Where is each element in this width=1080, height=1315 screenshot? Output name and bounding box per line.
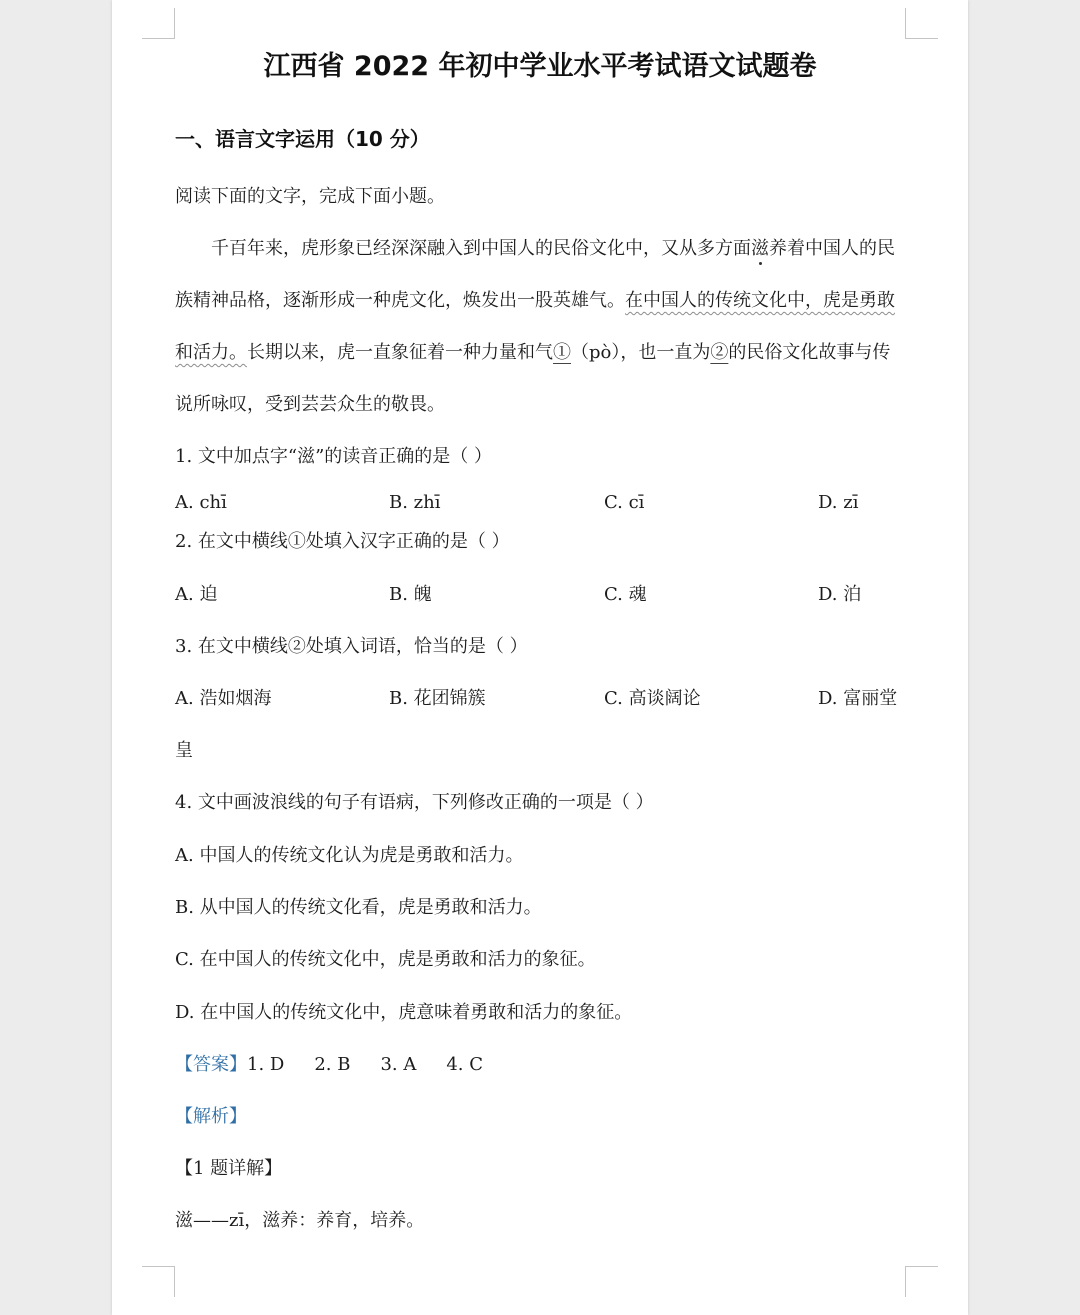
passage-text: 的民俗文化故事与传 [728,342,891,363]
passage-text: 长期以来，虎一直象征着一种力量和气 [247,342,553,363]
passage-text: 千百年来，虎形象已经深深融入到中国人的民俗文化中，又从多方面 [211,238,751,259]
question-4-stem: 4. 文中画波浪线的句子有语病，下列修改正确的一项是（ ） [175,792,654,813]
option-c: C. 高谈阔论 [604,688,701,709]
option-d: D. 富丽堂 [818,688,898,709]
question-2-stem: 2. 在文中横线①处填入汉字正确的是（ ） [175,531,510,552]
option-c: C. 在中国人的传统文化中，虎是勇敢和活力的象征。 [175,949,596,970]
blank-2: ② [710,342,729,363]
crop-mark-top-left [142,8,175,39]
document-page [112,0,968,1315]
option-b: B. 魄 [389,584,432,605]
answer-item: 1. D [247,1054,285,1075]
blank-1: ① [553,342,571,363]
option-b: B. zhī [389,492,441,513]
detail-text: 滋——zī，滋养：养育，培养。 [175,1210,425,1231]
answer-item: 3. A [380,1054,417,1075]
question-3-options [175,684,975,714]
option-d: D. 泊 [818,584,862,605]
analysis-label: 【解析】 [175,1106,247,1127]
option-b: B. 花团锦簇 [389,688,486,709]
answer-line [175,1050,513,1080]
answer-item: 4. C [446,1054,484,1075]
passage-line-3 [175,338,890,368]
passage-text: 养着中国人的民 [769,238,895,259]
option-a: A. 中国人的传统文化认为虎是勇敢和活力。 [175,845,524,866]
passage-line-4: 说所咏叹，受到芸芸众生的敬畏。 [175,394,445,415]
answer-item: 2. B [314,1054,351,1075]
option-a: A. 迫 [175,584,218,605]
crop-mark-bottom-left [142,1266,175,1297]
passage-text: 族精神品格，逐渐形成一种虎文化，焕发出一股英雄气。 [175,290,625,311]
dotted-character: 滋 [751,238,769,259]
passage-line-1 [211,234,895,264]
option-d: D. zī [818,492,859,513]
question-3-stem: 3. 在文中横线②处填入词语，恰当的是（ ） [175,636,528,657]
wavy-underlined-sentence: 和活力。 [175,342,247,363]
passage-text: （pò），也一直为 [571,342,711,363]
option-a: A. chī [175,492,227,513]
option-b: B. 从中国人的传统文化看，虎是勇敢和活力。 [175,897,542,918]
option-c: C. cī [604,492,645,513]
detail-heading: 【1 题详解】 [175,1158,283,1179]
crop-mark-bottom-right [905,1266,938,1297]
document-title: 江西省 2022 年初中学业水平考试语文试题卷 [263,51,817,82]
instruction-text: 阅读下面的文字，完成下面小题。 [175,186,445,207]
option-c: C. 魂 [604,584,647,605]
passage-line-2 [175,286,895,316]
question-2-options [175,580,975,610]
section-heading: 一、语言文字运用（10 分） [175,127,430,151]
question-1-options [175,488,975,518]
option-d: D. 在中国人的传统文化中，虎意味着勇敢和活力的象征。 [175,1002,633,1023]
crop-mark-top-right [905,8,938,39]
option-d-wrap: 皇 [175,740,193,761]
question-1-stem: 1. 文中加点字“滋”的读音正确的是（ ） [175,446,493,467]
answer-label: 【答案】 [175,1054,247,1075]
wavy-underlined-sentence: 在中国人的传统文化中，虎是勇敢 [625,290,895,311]
option-a: A. 浩如烟海 [175,688,272,709]
